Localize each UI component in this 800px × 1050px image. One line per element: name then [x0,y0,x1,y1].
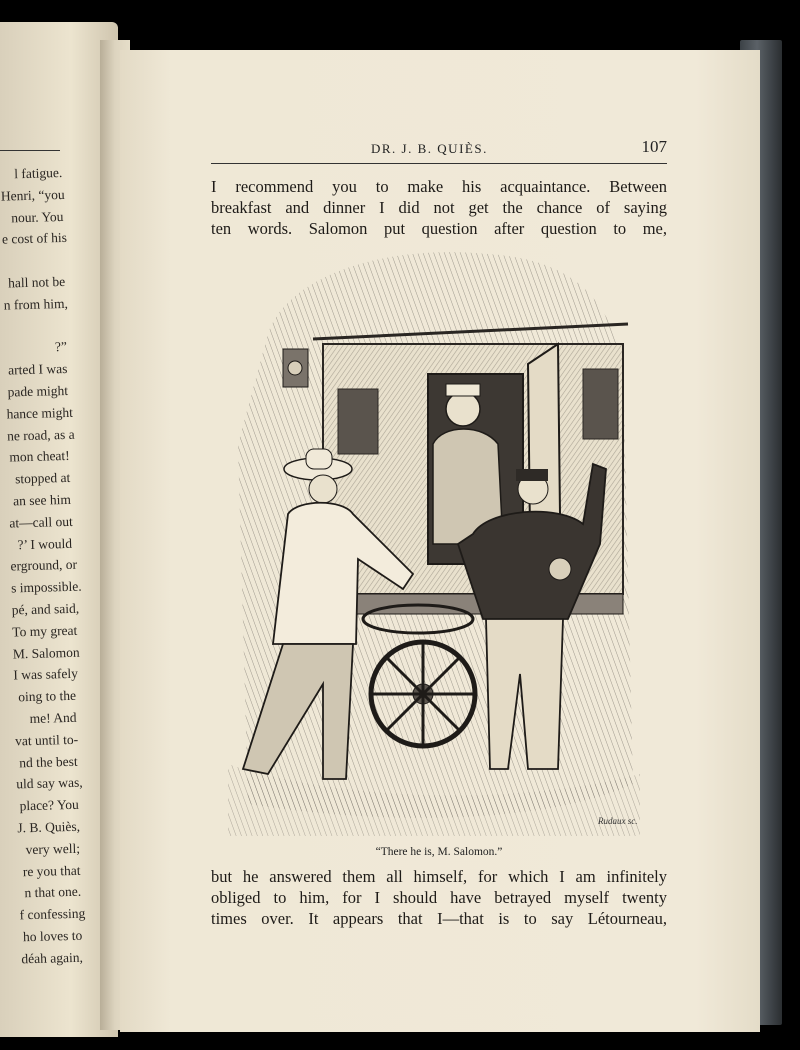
left-page-line: erground, or [10,557,78,574]
paragraph-bottom [211,866,667,929]
left-page-line [4,315,67,338]
left-page-line: pade might [7,382,69,400]
conductor-cap [516,469,548,481]
coach-window-right [583,369,618,439]
left-page-line: hall not be [7,273,66,291]
left-page-line: déah again, [21,949,84,967]
left-page-line: ho loves to [22,927,83,945]
left-page-line: place? You [19,796,80,814]
illustration-caption: “There he is, M. Salomon.” [375,846,503,858]
left-page-line: M. Salomon [12,644,80,661]
running-head [211,135,667,164]
left-page-line: f confessing [19,905,86,923]
running-title: DR. J. B. QUIÈS. [371,141,488,156]
engraver-signature: Rudaux sc. [598,816,638,826]
passenger-head [446,392,480,426]
left-page-text [0,162,86,970]
man-left-head [309,475,337,503]
text-line: breakfast and dinner I did not get the chance of saying [211,198,667,217]
left-page-line: stopped at [14,470,71,487]
left-page-line: pé, and said, [11,600,80,618]
left-page-line: nd the best [19,753,78,770]
left-page-line: I was safely [13,666,79,683]
text-line: I recommend you to make his acquaintance. Between [211,177,667,196]
left-page-line: ?” [54,339,68,355]
engraving-illustration [228,244,640,836]
left-page-line: e cost of his [1,230,68,247]
left-page-line: n that one. [24,884,82,901]
left-page-line: To my great [12,622,78,640]
text-line: obliged to him, for I should have betrayed myself twenty [211,888,667,907]
paragraph-top [211,176,667,239]
left-page-line: ?’ I would [17,535,73,552]
left-page-line: re you that [22,862,81,879]
left-page-line: n from him, [3,295,69,313]
left-page-line: J. B. Quiès, [17,818,81,836]
conductor-horn [549,558,571,580]
coach-window-left [338,389,378,454]
left-page-line: oing to the [18,687,77,705]
left-page-line: very well; [25,840,81,857]
left-page-line: uld say was, [16,774,83,792]
left-page-line: me! And [29,709,77,726]
page-number: 107 [641,137,667,156]
left-page-rule [0,150,60,151]
passenger-hat [446,384,480,396]
left-page-line: s impossible. [10,578,82,596]
coach-door [528,344,560,534]
left-page-line: Henri, “you [0,186,65,204]
text-line: ten words. Salomon put question after question to me, [211,219,667,238]
left-page-line: mon cheat! [9,448,70,465]
left-page-line: nour. You [11,208,64,225]
text-line: but he answered them all himself, for which I am infinitely [211,867,667,886]
left-page-line: ne road, as a [6,426,75,444]
left-page-line: l fatigue. [14,164,63,182]
left-page-line: arted I was [7,361,68,378]
left-page-line [2,249,65,272]
text-line: times over. It appears that I—that is to say Létourneau, [211,909,667,928]
left-page-line: hance might [6,404,74,422]
left-page-line: an see him [12,491,72,509]
left-page-line: at—call out [9,513,73,531]
left-page-line: vat until to- [14,731,79,749]
